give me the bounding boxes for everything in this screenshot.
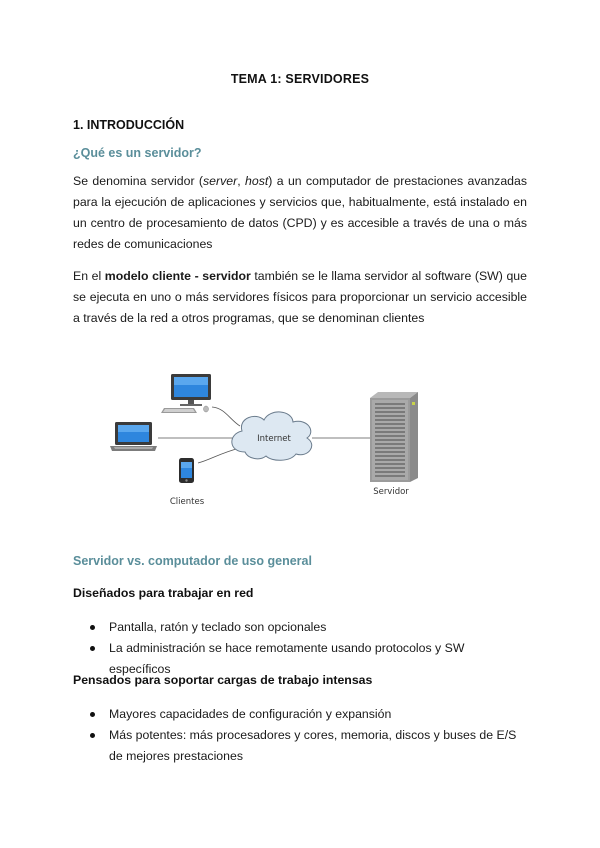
text-run: En el: [73, 269, 105, 283]
text-run: ,: [237, 174, 246, 188]
text-run: ) a un computador de prestaciones avanzadas para la ejecución de aplicaciones y servicios que, habitualmente, está instalado en un centro de procesamiento de datos (CPD) y es accesible a través de una o más redes de comunicaciones: [73, 174, 527, 251]
paragraph-definicion-servidor: [73, 171, 527, 255]
clients-label: Clientes: [169, 497, 205, 507]
italic-term-host: host: [245, 174, 269, 188]
heading-cargas-intensas: Pensados para soportar cargas de trabajo intensas: [73, 673, 373, 687]
paragraph-modelo-cliente-servidor: [73, 266, 527, 329]
text-run: Se denomina servidor (: [73, 174, 204, 188]
subheading-servidor-vs-computador: Servidor vs. computador de uso general: [73, 554, 312, 568]
desktop-computer-icon: [161, 374, 211, 413]
bullet-list-red: [73, 617, 527, 680]
bold-term-modelo-cliente-servidor: modelo cliente - servidor: [104, 269, 251, 283]
list-item: Mayores capacidades de configuración y expansión: [73, 704, 527, 725]
internet-cloud-label: Internet: [257, 434, 291, 444]
server-tower-icon: [370, 392, 418, 482]
subheading-que-es-servidor: ¿Qué es un servidor?: [73, 146, 202, 160]
client-server-network-diagram: [100, 360, 430, 520]
laptop-icon: [110, 422, 157, 451]
page-title: TEMA 1: SERVIDORES: [230, 72, 370, 86]
list-item: Más potentes: más procesadores y cores, memoria, discos y buses de E/S de mejores prestaciones: [73, 725, 527, 767]
text-run: también se le llama servidor al software (SW) que se ejecuta en uno o más servidores físicos para proporcionar un servicio accesible a través de la red a otros programas, que se denominan clientes: [73, 269, 527, 325]
italic-term-server: server: [203, 174, 238, 188]
heading-disenados-red: Diseñados para trabajar en red: [73, 586, 254, 600]
list-item: Pantalla, ratón y teclado son opcionales: [73, 617, 527, 638]
bullet-list-cargas: [73, 704, 527, 767]
smartphone-icon: [179, 458, 194, 483]
section-heading-introduccion: 1. INTRODUCCIÓN: [73, 118, 185, 132]
server-label: Servidor: [373, 487, 409, 497]
list-item: La administración se hace remotamente usando protocolos y SW específicos: [73, 638, 527, 680]
